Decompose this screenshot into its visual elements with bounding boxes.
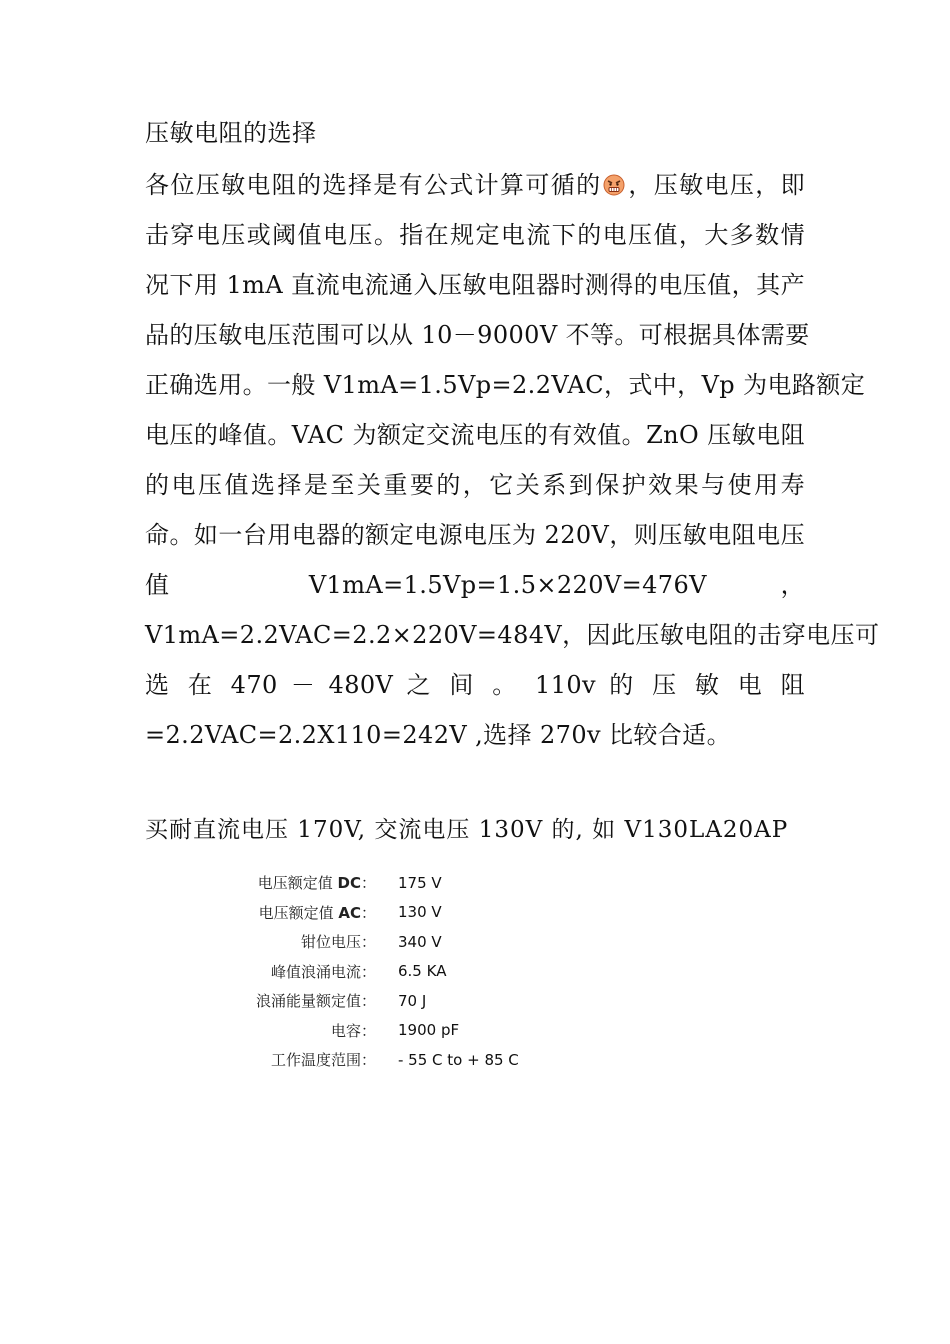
spec-value: 340 V — [398, 932, 442, 951]
spec-row — [230, 927, 519, 957]
spec-row — [230, 986, 519, 1016]
spec-value: 175 V — [398, 873, 442, 892]
spec-value: - 55 C to + 85 C — [398, 1050, 519, 1069]
spec-table — [230, 868, 519, 1075]
body-paragraph — [145, 160, 880, 760]
purchase-recommendation: 买耐直流电压 170V, 交流电压 130V 的, 如 V130LA20AP — [145, 817, 789, 843]
spec-value: 70 J — [398, 991, 427, 1010]
spec-label: 工作温度范围： — [270, 1051, 376, 1070]
paragraph-line: 况下用 1mA 直流电流通入压敏电阻器时测得的电压值，其产 — [145, 271, 805, 299]
paragraph-line: 电压的峰值。VAC 为额定交流电压的有效值。ZnO 压敏电阻 — [145, 421, 805, 449]
spec-label: 浪涌能量额定值： — [255, 992, 376, 1011]
spec-row — [230, 898, 519, 928]
spec-label: 钳位电压： — [300, 933, 376, 952]
paragraph-line: V1mA=2.2VAC=2.2×220V=484V，因此压敏电阻的击穿电压可 — [145, 621, 880, 649]
spec-label: 电压额定值 DC： — [257, 874, 376, 893]
paragraph-line: =2.2VAC=2.2X110=242V ,选择 270v 比较合适。 — [145, 721, 731, 749]
spec-label: 电容： — [330, 1021, 376, 1040]
paragraph-line: 品的压敏电压范围可以从 10－9000V 不等。可根据具体需要 — [145, 321, 810, 349]
spec-row — [230, 1045, 519, 1075]
paragraph-line: 正确选用。一般 V1mA=1.5Vp=2.2VAC，式中，Vp 为电路额定 — [145, 371, 866, 399]
spec-label: 峰值浪涌电流： — [270, 962, 376, 981]
paragraph-line: 各位压敏电阻的选择是有公式计算可循的 ，压敏电压，即 — [145, 160, 805, 210]
paragraph-line: 选 在 470 － 480V 之 间 。 110v 的 压 敏 电 阻 — [145, 671, 805, 699]
document-title: 压敏电阻的选择 — [145, 119, 317, 147]
spec-label: 电压额定值 AC： — [258, 903, 376, 922]
spec-value: 6.5 KA — [398, 962, 447, 981]
angry-face-icon — [603, 163, 625, 185]
spec-row — [230, 957, 519, 987]
spec-row — [230, 868, 519, 898]
paragraph-line: 命。如一台用电器的额定电源电压为 220V，则压敏电阻电压 — [145, 521, 805, 549]
spec-value: 130 V — [398, 903, 442, 922]
spec-value: 1900 pF — [398, 1021, 460, 1040]
paragraph-line: 值 V1mA=1.5Vp=1.5×220V=476V ， — [145, 571, 805, 599]
paragraph-line: 击穿电压或阈值电压。指在规定电流下的电压值，大多数情 — [145, 221, 805, 249]
paragraph-line: 的电压值选择是至关重要的，它关系到保护效果与使用寿 — [145, 471, 805, 499]
spec-row — [230, 1016, 519, 1046]
